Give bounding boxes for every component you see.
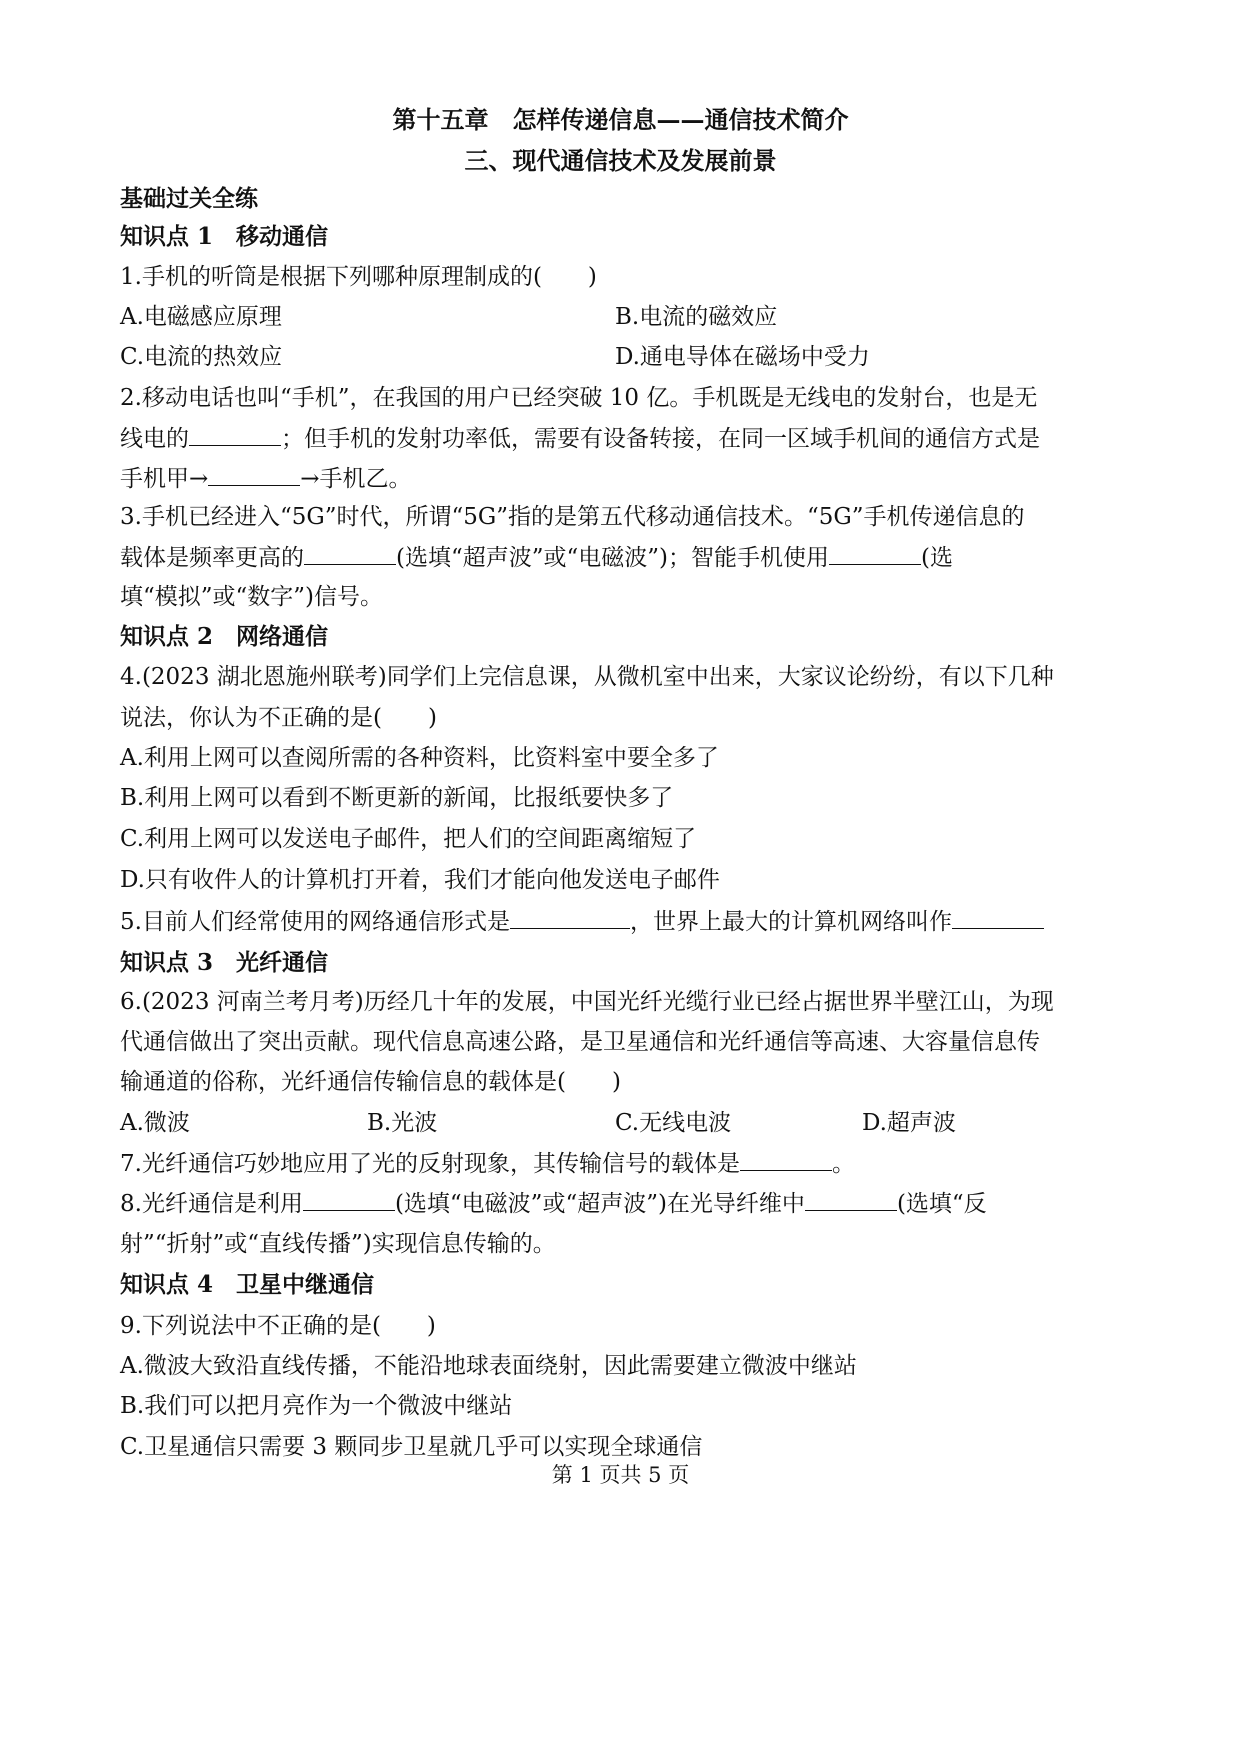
page-footer: 第 1 页共 5 页 bbox=[551, 1463, 690, 1487]
q9-option-c: C.卫星通信只需要 3 颗同步卫星就几乎可以实现全球通信 bbox=[120, 1434, 703, 1460]
q6-option-b: B.光波 bbox=[367, 1110, 438, 1136]
q8-line2: 射”“折射”或“直线传播”)实现信息传输的。 bbox=[120, 1231, 556, 1257]
q4-option-d: D.只有收件人的计算机打开着，我们才能向他发送电子邮件 bbox=[120, 867, 720, 893]
q6-option-c: C.无线电波 bbox=[615, 1110, 732, 1136]
q2-line2 bbox=[120, 423, 1124, 454]
q2-text: →手机乙。 bbox=[300, 466, 412, 492]
q9-option-b: B.我们可以把月亮作为一个微波中继站 bbox=[120, 1393, 513, 1419]
q7-text: 7.光纤通信巧妙地应用了光的反射现象，其传输信号的载体是 bbox=[120, 1151, 740, 1177]
knowledge-point-4: 知识点 4 卫星中继通信 bbox=[120, 1271, 375, 1298]
q3-text: 载体是频率更高的 bbox=[120, 545, 304, 571]
chapter-title: 第十五章 怎样传递信息——通信技术简介 bbox=[392, 105, 849, 134]
q8-text: (选填“反 bbox=[896, 1191, 987, 1217]
q6-line1: 6.(2023 河南兰考月考)历经几十年的发展，中国光纤光缆行业已经占据世界半壁江山，为现 bbox=[120, 989, 1054, 1015]
q6-option-a: A.微波 bbox=[120, 1110, 190, 1136]
answer-blank bbox=[805, 1188, 897, 1211]
q1-option-d: D.通电导体在磁场中受力 bbox=[615, 344, 870, 370]
q2-line1: 2.移动电话也叫“手机”，在我国的用户已经突破 10 亿。手机既是无线电的发射台，也是无 bbox=[120, 385, 1038, 411]
q7-text: 。 bbox=[831, 1151, 855, 1177]
q1-option-c: C.电流的热效应 bbox=[120, 344, 283, 370]
q2-line3 bbox=[120, 463, 1124, 494]
section-heading: 基础过关全练 bbox=[120, 185, 258, 212]
q2-text: 手机甲→ bbox=[120, 466, 209, 492]
answer-blank bbox=[740, 1148, 832, 1171]
q8-text: (选填“电磁波”或“超声波”)在光导纤维中 bbox=[394, 1191, 805, 1217]
q6-option-d: D.超声波 bbox=[862, 1110, 956, 1136]
q1-option-b: B.电流的磁效应 bbox=[615, 304, 778, 330]
q9-stem: 9.下列说法中不正确的是( ) bbox=[120, 1313, 436, 1339]
answer-blank bbox=[304, 542, 396, 565]
q1-stem: 1.手机的听筒是根据下列哪种原理制成的( ) bbox=[120, 264, 597, 290]
q4-line1: 4.(2023 湖北恩施州联考)同学们上完信息课，从微机室中出来，大家议论纷纷，有以下几种 bbox=[120, 664, 1054, 690]
knowledge-point-2: 知识点 2 网络通信 bbox=[120, 623, 329, 650]
answer-blank bbox=[510, 906, 630, 929]
q3-line2 bbox=[120, 542, 1124, 573]
q5-text: ，世界上最大的计算机网络叫作 bbox=[629, 909, 952, 935]
q4-option-b: B.利用上网可以看到不断更新的新闻，比报纸要快多了 bbox=[120, 785, 674, 811]
q3-text: (选 bbox=[920, 545, 953, 571]
q7-line bbox=[120, 1148, 1124, 1179]
q8-line1 bbox=[120, 1188, 1124, 1219]
q5-text: 5.目前人们经常使用的网络通信形式是 bbox=[120, 909, 510, 935]
q4-line2: 说法，你认为不正确的是( ) bbox=[120, 705, 437, 731]
q2-text: 线电的 bbox=[120, 426, 189, 452]
answer-blank bbox=[208, 463, 300, 486]
q4-option-c: C.利用上网可以发送电子邮件，把人们的空间距离缩短了 bbox=[120, 826, 697, 852]
answer-blank bbox=[829, 542, 921, 565]
answer-blank bbox=[303, 1188, 395, 1211]
knowledge-point-3: 知识点 3 光纤通信 bbox=[120, 949, 329, 976]
q3-line3: 填“模拟”或“数字”)信号。 bbox=[120, 584, 384, 610]
q3-text: (选填“超声波”或“电磁波”)；智能手机使用 bbox=[396, 545, 829, 571]
q2-text: ；但手机的发射功率低，需要有设备转接，在同一区域手机间的通信方式是 bbox=[281, 426, 1040, 452]
lesson-subtitle: 三、现代通信技术及发展前景 bbox=[464, 146, 777, 175]
q6-line3: 输通道的俗称，光纤通信传输信息的载体是( ) bbox=[120, 1069, 621, 1095]
knowledge-point-1: 知识点 1 移动通信 bbox=[120, 223, 329, 250]
q5-line bbox=[120, 906, 1124, 937]
q6-line2: 代通信做出了突出贡献。现代信息高速公路，是卫星通信和光纤通信等高速、大容量信息传 bbox=[120, 1029, 1040, 1055]
q3-line1: 3.手机已经进入“5G”时代，所谓“5G”指的是第五代移动通信技术。“5G”手机传递信息的 bbox=[120, 504, 1025, 530]
q1-option-a: A.电磁感应原理 bbox=[120, 304, 282, 330]
q9-option-a: A.微波大致沿直线传播，不能沿地球表面绕射，因此需要建立微波中继站 bbox=[120, 1353, 857, 1379]
answer-blank bbox=[189, 423, 281, 446]
q4-option-a: A.利用上网可以查阅所需的各种资料，比资料室中要全多了 bbox=[120, 745, 719, 771]
answer-blank bbox=[952, 906, 1044, 929]
q8-text: 8.光纤通信是利用 bbox=[120, 1191, 303, 1217]
